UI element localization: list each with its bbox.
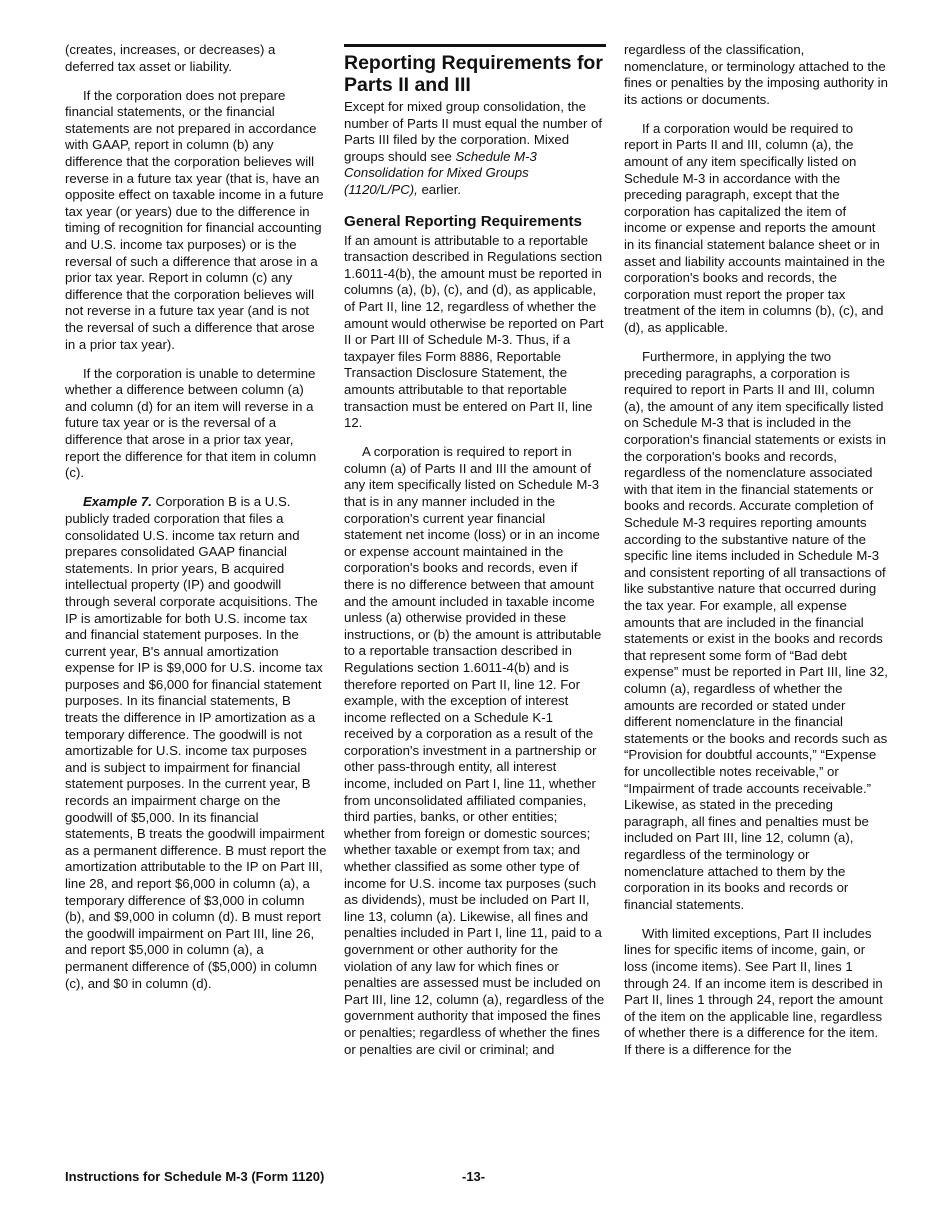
column-middle: [344, 42, 606, 1071]
paragraph: If the corporation does not prepare financial statements, or the financial statements are not prepared in accordance with GAAP, report in column (b) any difference that the corporation believes will reverse in a future tax year (that is, have an opposite effect on taxable income in a future tax year (or years) due to the difference in timing of recognition for financial accounting and U.S. income tax purposes) or is the reversal of such a difference that arose in a prior tax year. Report in column (c) any difference that the corporation believes will not reverse in a future tax year (and is not the reversal of such a difference that arose in a prior tax year).: [65, 87, 324, 352]
column-right: [624, 42, 888, 1071]
page-number: -13-: [462, 1169, 486, 1184]
paragraph: If an amount is attributable to a reportable transaction described in Regulations section 1.6011-4(b), the amount must be reported in columns (a), (b), (c), and (d), as applicable, of Part II, line 12, regardless of whether the amount would otherwise be reported on Part II or Part III of Schedule M-3. Thus, if a taxpayer files Form 8886, Reportable Transaction Disclosure Statement, the amounts attributable to that reportable transaction must be entered on Part II, line 12.: [344, 232, 604, 431]
example-text: Corporation B is a U.S. publicly traded corporation that files a consolidated U.S. income tax return and prepares consolidated GAAP financial statements. In prior years, B acquired intellectual property (IP) and goodwill through several corporate acquisitions. The IP is amortizable for both U.S. income tax and financial statement purposes. In the current year, B's annual amortization expense for IP is $9,000 for U.S. income tax purposes and $6,000 for financial statement purposes. In its financial statements, B treats the difference in IP amortization as a temporary difference. The goodwill is not amortizable for U.S. income tax purposes and is subject to impairment for financial statement purposes. In the current year, B records an impairment charge on the goodwill of $5,000. In its financial statements, B treats the goodwill impairment as a permanent difference. B must report the amortization attributable to the IP on Part III, line 28, and report $6,000 in column (a), a temporary difference of $3,000 in column (b), and $9,000 in column (d). B must report the goodwill impairment on Part III, line 26, and report $5,000 in column (a), a permanent difference of ($5,000) in column (c), and $0 in column (d).: [65, 494, 327, 991]
paragraph: A corporation is required to report in column (a) of Parts II and III the amount of any item specifically listed on Schedule M-3 that is in any manner included in the corporation's current year financial statement net income (loss) or in an income or expense account maintained in the corporation's books and records, even if there is no difference between that amount and the amount included in taxable income unless (a) otherwise provided in these instructions, or (b) the amount is attributable to a reportable transaction described in Regulations section 1.6011-4(b) and is therefore reported on Part II, line 12. For example, with the exception of interest income reflected on a Schedule K-1 received by a corporation as a result of the corporation's investment in a partnership or other pass-through entity, all interest income, included on Part I, line 11, whether from unconsolidated affiliated companies, third parties, banks, or other entities; whether from foreign or domestic sources; whether taxable or exempt from tax; and whether classified as some other type of income for U.S. income tax purposes (such as dividends), must be included on Part II, line 13, column (a). Likewise, all fines and penalties included in Part I, line 11, paid to a government or other authority for the violation of any law for which fines or penalties are assessed must be included on Part III, line 12, column (a), regardless of the government authority that imposed the fines or penalties; regardless of whether the fines or penalties are civil or criminal; and: [344, 444, 605, 1057]
intro-reference: Schedule M-3 Consolidation for Mixed Groups (1120/L/PC),: [344, 148, 537, 197]
intro-text: Except for mixed group consolidation, the number of Parts II must equal the number of Parts III filed by the corporation. Mixed groups should see: [344, 99, 603, 164]
example-label: Example 7.: [83, 494, 152, 510]
paragraph: regardless of the classification, nomenclature, or terminology attached to the fines or penalties by the imposing authority in its actions or documents.: [624, 42, 888, 107]
paragraph: With limited exceptions, Part II includes lines for specific items of income, gain, or loss (income items). See Part II, lines 1 through 24. If an income item is described in Part II, lines 1 through 24, report the amount of the item on the applicable line, regardless of whether there is a difference for the item. If there is a difference for the: [624, 925, 883, 1057]
intro-paragraph: [344, 99, 606, 199]
column-left: [65, 42, 327, 1005]
paragraph: Furthermore, in applying the two preceding paragraphs, a corporation is required to report in Parts II and III, column (a), the amount of any item specifically listed on Schedule M-3 that is included in the corporation's financial statements or exists in the corporation's books and records, regardless of the nomenclature associated with that item in the financial statements or books and records. Accurate completion of Schedule M-3 requires reporting amounts according to the substantive nature of the specific line items included in Schedule M-3 and consistent reporting of all transactions of like substantive nature that occurred during the tax year. For example, all expense amounts that are included in the financial statements or exist in the books and records that represent some form of “Bad debt expense” must be reported in Part III, line 32, column (a), regardless of whether the amounts are recorded or stated under different nomenclature in the financial statements or the books and records such as “Provision for doubtful accounts,” “Expense for uncollectible notes receivable,” or “Impairment of trade accounts receivable.” Likewise, as stated in the preceding paragraph, all fines and penalties must be included on Part III, line 12, column (a), regardless of the terminology or nomenclature attached to them by the corporation in its books and records or financial statements.: [624, 349, 888, 912]
section-heading: Reporting Requirements for Parts II and III: [344, 52, 603, 96]
footer-title: Instructions for Schedule M-3 (Form 1120): [65, 1169, 325, 1184]
paragraph: (creates, increases, or decreases) a deferred tax asset or liability.: [65, 42, 276, 74]
example-paragraph: [65, 494, 327, 992]
paragraph: If the corporation is unable to determine whether a difference between column (a) and column (d) for an item will reverse in a future tax year or is the reversal of a difference that arose in a prior tax year, report the difference for that item in column (c).: [65, 365, 317, 481]
subsection-heading: General Reporting Requirements: [344, 212, 582, 230]
intro-end: earlier.: [417, 181, 462, 197]
section-rule: [344, 44, 606, 47]
paragraph: If a corporation would be required to report in Parts II and III, column (a), the amount of any item specifically listed on Schedule M-3 in accordance with the preceding paragraph, except that the corporation has capitalized the item of income or expense and reports the amount in its financial statement balance sheet or in asset and liability accounts maintained in the corporation's books and records, the corporation must report the proper tax treatment of the item in columns (b), (c), and (d), as applicable.: [624, 120, 885, 335]
